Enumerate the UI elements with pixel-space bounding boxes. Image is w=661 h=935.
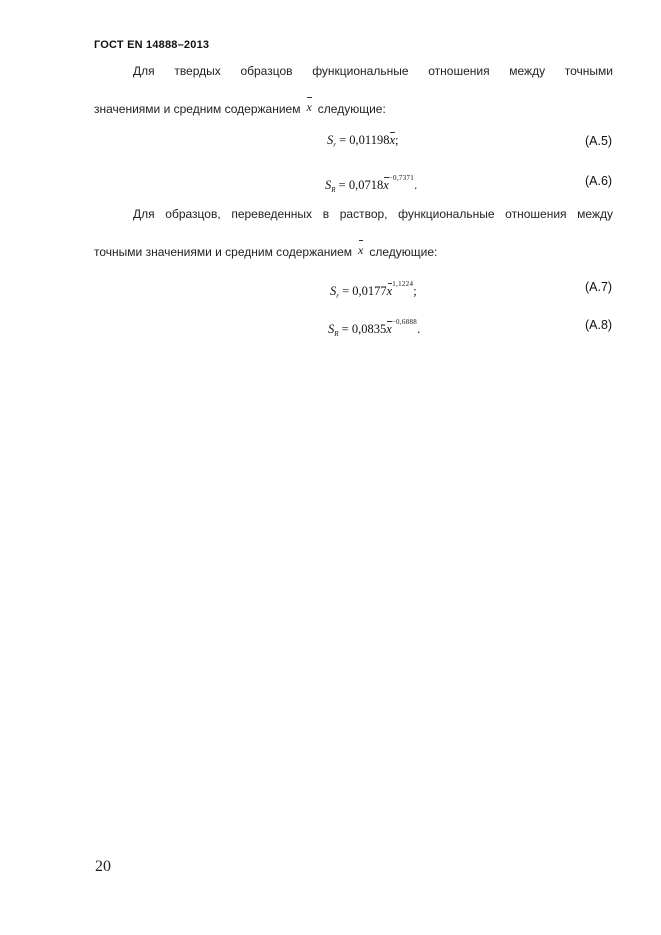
eq-tail: ; (413, 284, 417, 298)
para2-line2-text: точными значениями и средним содержанием (94, 245, 353, 259)
equation-a6 (325, 174, 417, 194)
eq-tail: . (417, 322, 421, 336)
equation-a8 (328, 318, 420, 338)
document-header: ГОСТ EN 14888–2013 (94, 39, 210, 51)
eq-exponent: 1,1224 (392, 280, 414, 288)
para1-line2-end: следующие: (317, 102, 386, 116)
eq-subscript: R (334, 330, 339, 338)
para2-line2-end: следующие: (369, 245, 438, 259)
para1-line1: Для твердых образцов функциональные отношения между точными (133, 64, 613, 78)
para2-line1: Для образцов, переведенных в раствор, функциональные отношения между (133, 207, 613, 221)
mean-symbol: x (306, 100, 312, 114)
eq-symbol-s: S (327, 133, 334, 147)
eq-mean-x: x (386, 322, 392, 336)
para1-line2 (94, 100, 386, 116)
eq-mean-x: x (383, 178, 389, 192)
equation-number-a6: (A.6) (585, 174, 613, 188)
equation-number-a5: (A.5) (585, 134, 613, 148)
eq-symbol-s: S (330, 284, 337, 298)
eq-symbol-s: S (328, 322, 335, 336)
page-number: 20 (95, 858, 111, 875)
eq-body: = 0,0718 (335, 178, 384, 192)
equation-number-a7: (A.7) (585, 280, 613, 294)
eq-tail: ; (395, 133, 399, 147)
eq-subscript: r (333, 141, 336, 149)
eq-body: = 0,0177 (338, 284, 387, 298)
equation-a5 (327, 133, 399, 149)
eq-subscript: R (331, 186, 336, 194)
mean-symbol: x (358, 243, 364, 257)
eq-symbol-s: S (325, 178, 332, 192)
equation-number-a8: (A.8) (585, 318, 613, 332)
eq-mean-x: x (389, 133, 396, 147)
eq-subscript: r (336, 292, 339, 300)
eq-body: = 0,01198 (335, 133, 390, 147)
equation-a7 (330, 280, 417, 300)
eq-exponent: −0,7371 (388, 174, 415, 182)
eq-body: = 0,0835 (338, 322, 387, 336)
eq-exponent: −0,6888 (391, 318, 418, 326)
para1-line2-text: значениями и средним содержанием (94, 102, 301, 116)
para2-line2 (94, 243, 437, 259)
eq-tail: . (414, 178, 418, 192)
eq-mean-x: x (386, 284, 393, 298)
